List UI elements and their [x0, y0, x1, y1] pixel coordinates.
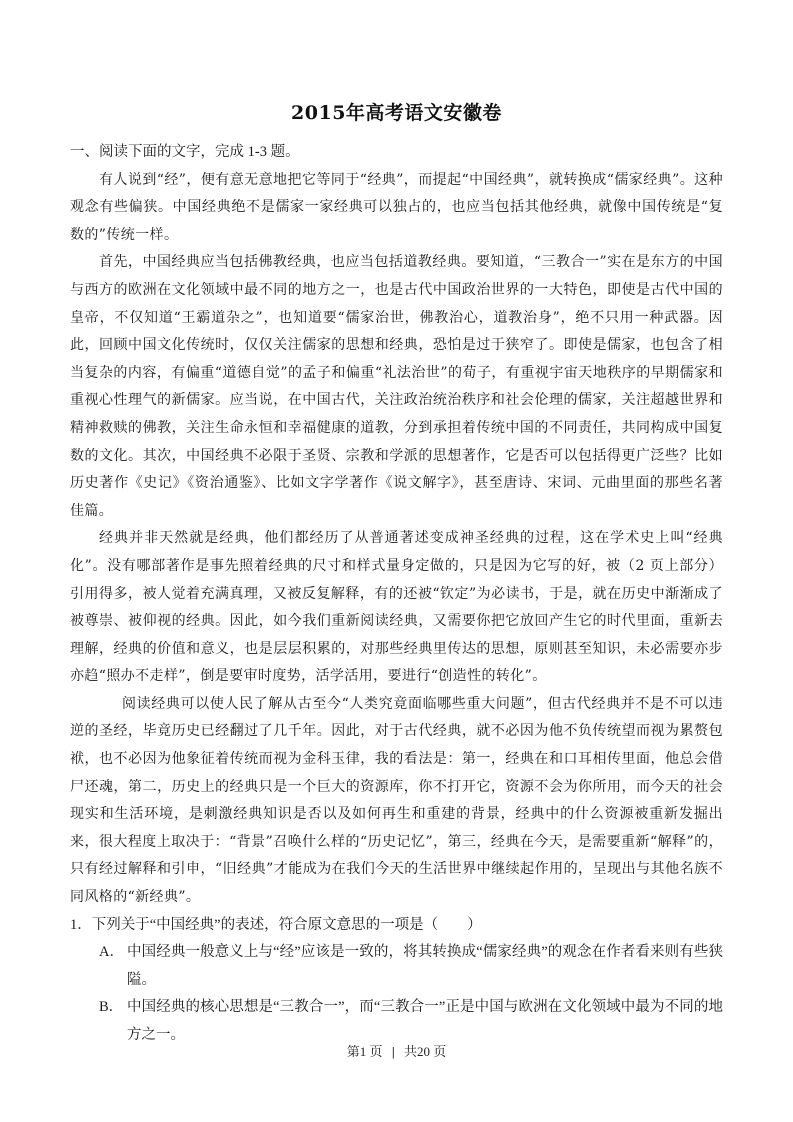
question-stem: 1．下列关于“中国经典”的表述，符合原文意思的一项是（ ）	[70, 916, 482, 933]
passage-paragraph-3: 经典并非天然就是经典，他们都经历了从普通著述变成神圣经典的过程，这在学术史上叫“经典化”。没有哪部著作是事先照着经典的尺寸和样式量身定做的，只是因为它写的好，被（2 页上部分）引用得多，被人觉着充满真理，又被反复解释，有的还被“钦定”为必读书，于是，就在历史中渐渐成了被尊崇、被仰视的经典。因此，如今我们重新阅读经典，又需要你把它放回产生它的时代里面，重新去理解，经典的价值和意义，也是层层积累的，对那些经典里传达的思想，原则甚至知识，未必需要亦步亦趋“照办不走样”，倒是要审时度势，活学活用，要进行“创造性的转化”。	[70, 530, 723, 685]
passage-paragraph-2: 首先，中国经典应当包括佛教经典，也应当包括道教经典。要知道，“三教合一”实在是东方的中国与西方的欧洲在文化领域中最不同的地方之一，也是古代中国政治世界的一大特色，即使是古代中国的皇帝，不仅知道“王霸道杂之”，也知道要“儒家治世，佛教治心，道教治身”，绝不只用一种武器。因此，回顾中国文化传统时，仅仅关注儒家的思想和经典，恐怕是过于狭窄了。即使是儒家，也包含了相当复杂的内容，有偏重“道德自觉”的孟子和偏重“礼法治世”的荀子，有重视宇宙天地秩序的早期儒家和重视心性理气的新儒家。应当说，在中国古代，关注政治统治秩序和社会伦理的儒家，关注超越世界和精神救赎的佛教，关注生命永恒和幸福健康的道教，分到承担着传统中国的不同责任，共同构成中国复数的文化。其次，中国经典不必限于圣贤、宗教和学派的思想著作，它是否可以包括得更广泛些？比如历史著作《史记》《资治通鉴》、比如文字学著作《说文解字》，甚至唐诗、宋词、元曲里面的那些名著佳篇。	[70, 254, 723, 519]
option-text: 中国经典的核心思想是“三教合一”，而“三教合一”正是中国与欧洲在文化领域中最为不同的地方之一。	[127, 999, 723, 1043]
page-total: 共20 页	[403, 1044, 447, 1059]
option-text: 中国经典一般意义上与“经”应该是一致的，将其转换成“儒家经典”的观念在作者看来则有些狭隘。	[127, 944, 723, 988]
page-number: 第1 页	[346, 1044, 383, 1059]
option-letter: B．	[99, 999, 124, 1016]
option-a	[70, 939, 723, 994]
passage-paragraph-4: 阅读经典可以使人民了解从古至今“人类究竟面临哪些重大问题”，但古代经典并不是不可以违逆的圣经，毕竟历史已经翻过了几千年。因此，对于古代经典，就不必因为他不负传统望而视为累赘包袱，也不必因为他象征着传统而视为金科玉律，我的看法是：第一，经典在和口耳相传里面，他总会借尸还魂，第二，历史上的经典只是一个巨大的资源库，你不打开它，资源不会为你所用，而今天的社会现实和生活环境，是刺激经典知识是否以及如何再生和重建的背景，经典中的什么资源被重新发掘出来，很大程度上取决于：“背景”召唤什么样的“历史记忆”，第三，经典在今天，是需要重新“解释”的，只有经过解释和引申，“旧经典”才能成为在我们今天的生活世界中继续起作用的，呈现出与其他名族不同风格的“新经典”。	[70, 695, 723, 906]
page-title: 2015年高考语文安徽卷	[291, 102, 502, 124]
question-1	[70, 912, 723, 1050]
passage-paragraph-1: 有人说到“经”，便有意无意地把它等同于“经典”，而提起“中国经典”，就转换成“儒家经典”。这种观念有些偏狭。中国经典绝不是儒家一家经典可以独占的，也应当包括其他经典，就像中国传统是“复数的”传统一样。	[70, 171, 723, 243]
page-footer	[0, 1041, 793, 1060]
section-heading: 一、阅读下面的文字，完成 1-3 题。	[70, 144, 300, 160]
document-body	[70, 139, 723, 1050]
footer-separator: |	[391, 1044, 395, 1059]
option-letter: A．	[99, 944, 124, 961]
